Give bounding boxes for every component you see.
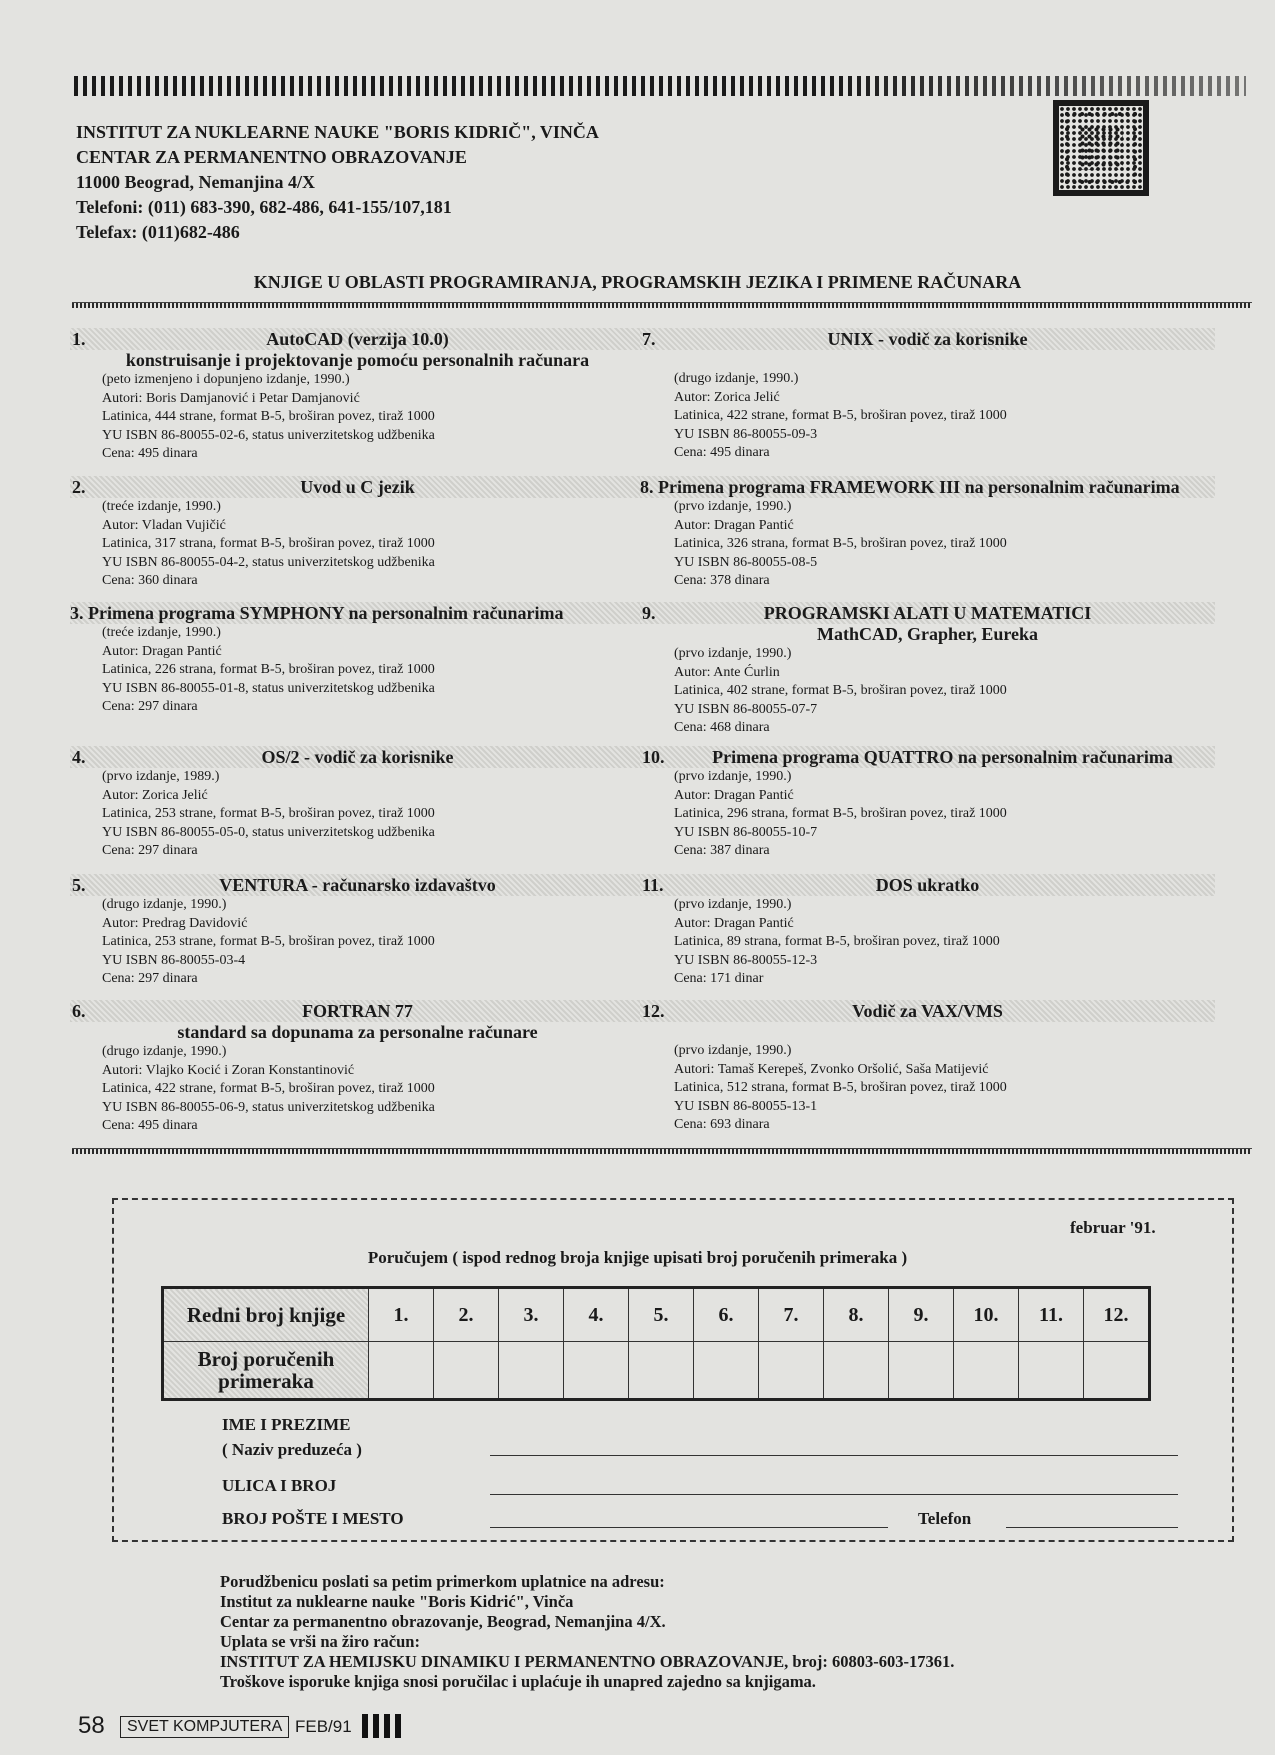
footer-line: Troškove isporuke knjiga snosi poručilac i uplaćuje ih unapred zajedno sa knjigama. bbox=[220, 1672, 816, 1691]
book-title: UNIX - vodič za korisnike bbox=[827, 329, 1028, 349]
book-title-bar bbox=[640, 874, 1215, 896]
quantity-cell[interactable] bbox=[694, 1342, 759, 1400]
book-number: 9. bbox=[642, 603, 656, 623]
book-specs: Latinica, 317 strana, format B-5, broširan povez, tiraž 1000 bbox=[102, 536, 435, 551]
section-title: KNJIGE U OBLASTI PROGRAMIRANJA, PROGRAMSKIH JEZIKA I PRIMENE RAČUNARA bbox=[253, 272, 1022, 292]
book-edition: (treće izdanje, 1990.) bbox=[102, 499, 221, 514]
book-edition: (prvo izdanje, 1989.) bbox=[102, 769, 220, 784]
book-edition: (treće izdanje, 1990.) bbox=[102, 625, 221, 640]
book-title-bar bbox=[70, 746, 645, 768]
book-title-bar bbox=[70, 602, 645, 624]
institute-header bbox=[76, 120, 599, 245]
book-entry bbox=[640, 746, 1215, 861]
book-title-bar bbox=[640, 476, 1215, 498]
book-number: 10. bbox=[642, 747, 665, 767]
order-table bbox=[161, 1286, 1151, 1401]
book-title: 8. Primena programa FRAMEWORK III na personalnim računarima bbox=[640, 477, 1180, 497]
quantity-cell[interactable] bbox=[499, 1342, 564, 1400]
book-entry bbox=[640, 1000, 1215, 1135]
divider-rule bbox=[72, 302, 1252, 308]
book-details bbox=[640, 645, 1215, 738]
book-specs: Latinica, 253 strane, format B-5, broširan povez, tiraž 1000 bbox=[102, 806, 435, 821]
book-specs: Latinica, 422 strane, format B-5, broširan povez, tiraž 1000 bbox=[674, 408, 1007, 423]
book-edition: (drugo izdanje, 1990.) bbox=[674, 371, 799, 386]
quantity-cell[interactable] bbox=[889, 1342, 954, 1400]
book-title: 3. Primena programa SYMPHONY na personalnim računarima bbox=[70, 603, 564, 623]
book-title-bar bbox=[70, 1000, 645, 1022]
quantity-cell[interactable] bbox=[824, 1342, 889, 1400]
book-details bbox=[640, 896, 1215, 989]
book-price: Cena: 495 dinara bbox=[102, 1118, 198, 1133]
institute-logo bbox=[1053, 100, 1149, 196]
book-authors: Autor: Dragan Pantić bbox=[674, 517, 794, 533]
book-subtitle: konstruisanje i projektovanje pomoću personalnih računara bbox=[125, 350, 590, 370]
issue-date: FEB/91 bbox=[295, 1717, 352, 1736]
book-isbn: YU ISBN 86-80055-13-1 bbox=[674, 1098, 818, 1114]
post-city-label: BROJ POŠTE I MESTO bbox=[222, 1509, 404, 1528]
book-authors: Autor: Dragan Pantić bbox=[674, 787, 794, 803]
book-title: FORTRAN 77 bbox=[302, 1001, 413, 1021]
book-price: Cena: 297 dinara bbox=[102, 843, 198, 858]
book-title-bar bbox=[70, 328, 645, 350]
book-subtitle: standard sa dopunama za personalne računare bbox=[177, 1022, 538, 1042]
book-number: 7. bbox=[642, 329, 656, 349]
order-book-number: 9. bbox=[889, 1288, 954, 1342]
book-specs: Latinica, 226 strana, format B-5, broširan povez, tiraž 1000 bbox=[102, 662, 435, 677]
name-label: IME I PREZIME bbox=[222, 1415, 351, 1434]
book-authors: Autor: Ante Ćurlin bbox=[674, 664, 780, 680]
book-entry bbox=[70, 328, 645, 464]
company-label: ( Naziv preduzeća ) bbox=[222, 1440, 362, 1459]
book-number: 1. bbox=[72, 329, 86, 349]
book-isbn: YU ISBN 86-80055-09-3 bbox=[674, 426, 818, 442]
order-book-number: 3. bbox=[499, 1288, 564, 1342]
book-title: VENTURA - računarsko izdavaštvo bbox=[219, 875, 496, 895]
book-isbn: YU ISBN 86-80055-04-2, status univerzitetskog udžbenika bbox=[102, 554, 435, 570]
book-details bbox=[70, 624, 645, 717]
post-city-field[interactable] bbox=[490, 1527, 888, 1528]
book-specs: Latinica, 326 strana, format B-5, broširan povez, tiraž 1000 bbox=[674, 536, 1007, 551]
book-price: Cena: 468 dinara bbox=[674, 720, 770, 735]
book-isbn: YU ISBN 86-80055-03-4 bbox=[102, 952, 246, 968]
order-book-number: 5. bbox=[629, 1288, 694, 1342]
book-title-bar bbox=[640, 328, 1215, 350]
book-price: Cena: 387 dinara bbox=[674, 843, 770, 858]
book-isbn: YU ISBN 86-80055-02-6, status univerzitetskog udžbenika bbox=[102, 427, 435, 443]
footer-line: INSTITUT ZA HEMIJSKU DINAMIKU I PERMANENTNO OBRAZOVANJE, broj: 60803-603-17361. bbox=[220, 1652, 955, 1671]
book-details bbox=[70, 896, 645, 989]
footer-bars-decoration bbox=[362, 1714, 402, 1738]
order-book-number: 11. bbox=[1019, 1288, 1084, 1342]
book-edition: (prvo izdanje, 1990.) bbox=[674, 646, 792, 661]
book-entry bbox=[70, 602, 645, 717]
name-field[interactable] bbox=[490, 1455, 1178, 1456]
order-book-number: 1. bbox=[369, 1288, 434, 1342]
book-authors: Autor: Zorica Jelić bbox=[674, 389, 780, 405]
book-isbn: YU ISBN 86-80055-01-8, status univerzitetskog udžbenika bbox=[102, 680, 435, 696]
book-edition: (drugo izdanje, 1990.) bbox=[102, 1044, 227, 1059]
book-specs: Latinica, 512 strana, format B-5, broširan povez, tiraž 1000 bbox=[674, 1080, 1007, 1095]
book-details bbox=[70, 768, 645, 861]
order-table-row bbox=[163, 1288, 1150, 1342]
book-details bbox=[640, 370, 1215, 463]
order-row-label: Broj poručenih primeraka bbox=[163, 1342, 369, 1400]
book-isbn: YU ISBN 86-80055-07-7 bbox=[674, 701, 818, 717]
book-price: Cena: 495 dinara bbox=[674, 445, 770, 460]
order-book-number: 8. bbox=[824, 1288, 889, 1342]
book-edition: (drugo izdanje, 1990.) bbox=[102, 897, 227, 912]
book-entry bbox=[70, 476, 645, 591]
order-book-number: 10. bbox=[954, 1288, 1019, 1342]
quantity-cell[interactable] bbox=[629, 1342, 694, 1400]
book-edition: (peto izmenjeno i dopunjeno izdanje, 1990.) bbox=[102, 372, 350, 387]
quantity-cell[interactable] bbox=[759, 1342, 824, 1400]
book-specs: Latinica, 402 strane, format B-5, broširan povez, tiraž 1000 bbox=[674, 683, 1007, 698]
book-price: Cena: 378 dinara bbox=[674, 573, 770, 588]
divider-rule bbox=[72, 1148, 1252, 1154]
footer-line: Uplata se vrši na žiro račun: bbox=[220, 1632, 420, 1651]
book-details bbox=[70, 498, 645, 591]
book-title-bar bbox=[640, 602, 1215, 624]
book-number: 2. bbox=[72, 477, 86, 497]
page-number: 58 bbox=[78, 1712, 105, 1739]
book-title: OS/2 - vodič za korisnike bbox=[261, 747, 454, 767]
quantity-cell[interactable] bbox=[1084, 1342, 1150, 1400]
book-edition: (prvo izdanje, 1990.) bbox=[674, 897, 792, 912]
book-specs: Latinica, 422 strane, format B-5, broširan povez, tiraž 1000 bbox=[102, 1081, 435, 1096]
book-isbn: YU ISBN 86-80055-08-5 bbox=[674, 554, 818, 570]
book-title-bar bbox=[70, 476, 645, 498]
book-number: 5. bbox=[72, 875, 86, 895]
book-number: 12. bbox=[642, 1001, 665, 1021]
book-title: Vodič za VAX/VMS bbox=[852, 1001, 1003, 1021]
book-authors: Autori: Boris Damjanović i Petar Damjanović bbox=[102, 390, 360, 406]
book-edition: (prvo izdanje, 1990.) bbox=[674, 1043, 792, 1058]
header-line: Telefax: (011)682-486 bbox=[76, 222, 240, 242]
book-number: 11. bbox=[642, 875, 664, 895]
top-barcode-strip bbox=[74, 76, 1246, 96]
phone-field[interactable] bbox=[1006, 1527, 1178, 1528]
book-authors: Autor: Zorica Jelić bbox=[102, 787, 208, 803]
book-entry bbox=[640, 602, 1215, 738]
header-line: CENTAR ZA PERMANENTNO OBRAZOVANJE bbox=[76, 147, 467, 167]
book-entry bbox=[70, 874, 645, 989]
book-title: AutoCAD (verzija 10.0) bbox=[266, 329, 449, 349]
book-details bbox=[640, 768, 1215, 861]
book-price: Cena: 171 dinar bbox=[674, 971, 764, 986]
header-line: INSTITUT ZA NUKLEARNE NAUKE "BORIS KIDRIČ", VINČA bbox=[76, 122, 599, 142]
header-line: Telefoni: (011) 683-390, 682-486, 641-155/107,181 bbox=[76, 197, 452, 217]
book-subtitle: MathCAD, Grapher, Eureka bbox=[816, 624, 1038, 644]
phone-label: Telefon bbox=[918, 1509, 972, 1528]
book-title: DOS ukratko bbox=[875, 875, 980, 895]
quantity-cell[interactable] bbox=[564, 1342, 629, 1400]
book-price: Cena: 693 dinara bbox=[674, 1117, 770, 1132]
book-entry bbox=[70, 746, 645, 861]
book-details bbox=[640, 1042, 1215, 1135]
book-isbn: YU ISBN 86-80055-05-0, status univerzitetskog udžbenika bbox=[102, 824, 435, 840]
book-authors: Autor: Dragan Pantić bbox=[102, 643, 222, 659]
street-field[interactable] bbox=[490, 1494, 1178, 1495]
magazine-name: SVET KOMPJUTERA bbox=[120, 1716, 289, 1738]
book-title: PROGRAMSKI ALATI U MATEMATICI bbox=[763, 603, 1092, 623]
street-label: ULICA I BROJ bbox=[222, 1476, 337, 1495]
book-entry bbox=[640, 476, 1215, 591]
book-title-bar bbox=[640, 1000, 1215, 1022]
book-edition: (prvo izdanje, 1990.) bbox=[674, 499, 792, 514]
book-details bbox=[70, 1043, 645, 1136]
book-title: Primena programa QUATTRO na personalnim računarima bbox=[712, 747, 1173, 767]
book-entry bbox=[640, 874, 1215, 989]
book-authors: Autori: Tamaš Kerepeš, Zvonko Oršolić, Saša Matijević bbox=[674, 1061, 989, 1077]
book-specs: Latinica, 89 strana, format B-5, broširan povez, tiraž 1000 bbox=[674, 934, 1000, 949]
footer-line: Porudžbenicu poslati sa petim primerkom uplatnice na adresu: bbox=[220, 1572, 665, 1591]
order-book-number: 7. bbox=[759, 1288, 824, 1342]
book-title-bar bbox=[70, 874, 645, 896]
book-authors: Autori: Vlajko Kocić i Zoran Konstantinović bbox=[102, 1062, 355, 1078]
book-authors: Autor: Predrag Davidović bbox=[102, 915, 248, 931]
book-number: 6. bbox=[72, 1001, 86, 1021]
book-specs: Latinica, 444 strane, format B-5, broširan povez, tiraž 1000 bbox=[102, 409, 435, 424]
book-details bbox=[640, 498, 1215, 591]
payment-instructions bbox=[220, 1572, 954, 1692]
quantity-cell[interactable] bbox=[369, 1342, 434, 1400]
footer-line: Institut za nuklearne nauke "Boris Kidrić", Vinča bbox=[220, 1592, 574, 1611]
book-number: 4. bbox=[72, 747, 86, 767]
book-price: Cena: 360 dinara bbox=[102, 573, 198, 588]
order-row-label: Redni broj knjige bbox=[163, 1288, 369, 1342]
quantity-cell[interactable] bbox=[954, 1342, 1019, 1400]
book-authors: Autor: Dragan Pantić bbox=[674, 915, 794, 931]
book-price: Cena: 495 dinara bbox=[102, 446, 198, 461]
book-specs: Latinica, 253 strane, format B-5, broširan povez, tiraž 1000 bbox=[102, 934, 435, 949]
book-edition: (prvo izdanje, 1990.) bbox=[674, 769, 792, 784]
header-line: 11000 Beograd, Nemanjina 4/X bbox=[76, 172, 316, 192]
order-book-number: 12. bbox=[1084, 1288, 1150, 1342]
book-specs: Latinica, 296 strana, format B-5, broširan povez, tiraž 1000 bbox=[674, 806, 1007, 821]
quantity-cell[interactable] bbox=[434, 1342, 499, 1400]
book-isbn: YU ISBN 86-80055-10-7 bbox=[674, 824, 818, 840]
order-date: februar '91. bbox=[1070, 1218, 1156, 1237]
order-book-number: 6. bbox=[694, 1288, 759, 1342]
book-isbn: YU ISBN 86-80055-06-9, status univerzitetskog udžbenika bbox=[102, 1099, 435, 1115]
order-book-number: 2. bbox=[434, 1288, 499, 1342]
book-title-bar bbox=[640, 746, 1215, 768]
quantity-cell[interactable] bbox=[1019, 1342, 1084, 1400]
book-title: Uvod u C jezik bbox=[300, 477, 415, 497]
book-isbn: YU ISBN 86-80055-12-3 bbox=[674, 952, 818, 968]
book-details bbox=[70, 371, 645, 464]
order-heading: Poručujem ( ispod rednog broja knjige upisati broj poručenih primeraka ) bbox=[367, 1248, 908, 1267]
book-authors: Autor: Vladan Vujičić bbox=[102, 517, 226, 533]
order-book-number: 4. bbox=[564, 1288, 629, 1342]
order-table-row bbox=[163, 1342, 1150, 1400]
book-price: Cena: 297 dinara bbox=[102, 699, 198, 714]
book-entry bbox=[640, 328, 1215, 463]
footer-line: Centar za permanentno obrazovanje, Beograd, Nemanjina 4/X. bbox=[220, 1612, 666, 1631]
book-entry bbox=[70, 1000, 645, 1136]
book-price: Cena: 297 dinara bbox=[102, 971, 198, 986]
